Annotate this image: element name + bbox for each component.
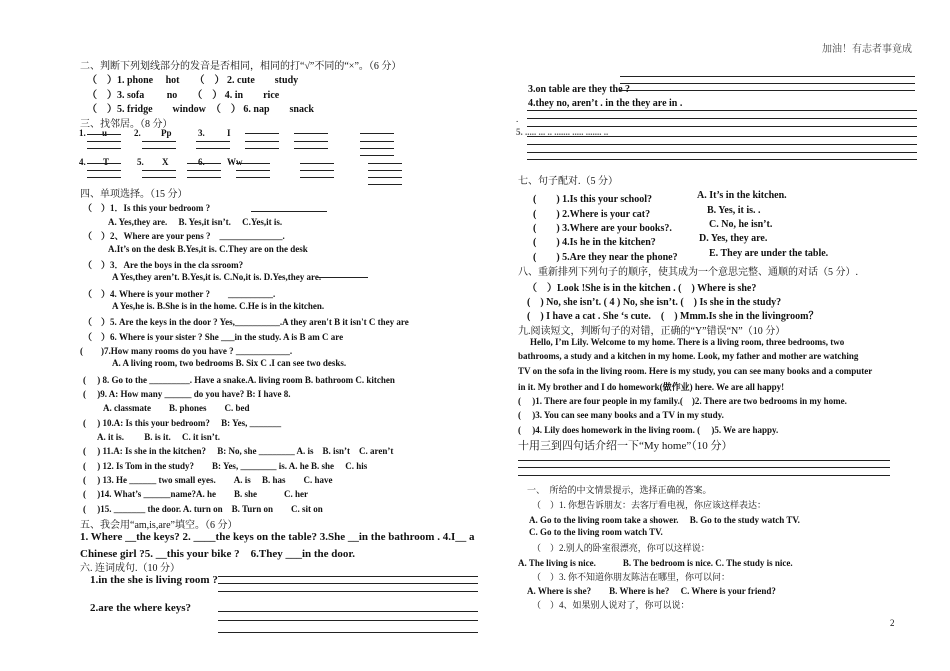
match-q4: ( ) 4.Is he in the kitchen? xyxy=(533,237,656,248)
mc-q9: ( )9. A: How many ______ do you have? B: I have 8. xyxy=(83,389,291,399)
situation-q1-c: C. Go to the living room watch TV. xyxy=(529,527,663,537)
match-a1: A. It’s in the kitchen. xyxy=(697,190,787,201)
mc-q4: （ ）4. Where is your mother ? __________. xyxy=(83,289,276,299)
page-number: 2 xyxy=(890,618,895,628)
section-7-title: 七、句子配对.（5 分） xyxy=(518,176,618,187)
order-line-3: ( ) I have a cat . She ‘s cute. ( ) Mmm.Is she in the livingroom？ xyxy=(527,311,819,322)
mc-q7-options: A. A living room, two bedrooms B. Six C .I can see two desks. xyxy=(112,358,347,368)
match-a2: B. Yes, it is. . xyxy=(707,205,761,216)
mc-q14: ( )14. What’s ______name?A. he B. she C. her xyxy=(83,489,308,499)
reading-para-4: in it. My brother and I do homework(做作业) here. We are all happy! xyxy=(518,382,785,392)
situation-q4: （ ）4、如果别人说对了，你可以说： xyxy=(532,600,690,610)
section-4-title: 四、单项选择。（15 分） xyxy=(80,189,188,200)
match-q3: ( ) 3.Where are your books?. xyxy=(533,223,672,234)
order-line-1: （ ）Look !She is in the kitchen . ( ) Where is she? xyxy=(527,283,757,294)
reading-q1: ( )1. There are four people in my family.( )2. There are two bedrooms in my home. xyxy=(518,396,847,406)
section-5-title: 五、我会用“am,is,are”填空。（6 分） xyxy=(80,520,238,531)
mc-q3-options: A Yes,they aren’t. B.Yes,it is. C.No,it is. D.Yes,they are. xyxy=(112,272,322,282)
reading-para-2: bathrooms, a study and a kitchen in my home. Look, my father and mother are watching xyxy=(518,351,859,361)
neighbour-2-num: 2. xyxy=(134,128,141,138)
mc-q1-options: A. Yes,they are. B. Yes,it isn’t. C.Yes,it is. xyxy=(108,217,283,227)
sentence-q2: 2.are the where keys? xyxy=(90,602,192,614)
match-a3: C. No, he isn’t. xyxy=(709,219,773,230)
neighbour-4-num: 4. xyxy=(79,157,86,167)
header-motto: 加油！有志者事竟成 xyxy=(822,44,912,55)
mc-q11: ( ) 11.A: Is she in the kitchen? B: No, she ________ A. is B. isn’t C. aren’t xyxy=(83,446,394,456)
match-q2: ( ) 2.Where is your cat? xyxy=(533,209,651,220)
situation-q2-options: A. The living is nice. B. The bedroom is nice. C. The study is nice. xyxy=(518,558,793,568)
mc-q5: （ ）5. Are the keys in the door ? Yes,__________.A they aren't B it isn't C they are xyxy=(83,317,409,327)
section-2-title: 二、判断下列划线部分的发音是否相同，相同的打“√”不同的“×”。（6 分） xyxy=(80,61,402,72)
situation-q1-ab: A. Go to the living room take a shower. B. Go to the study watch TV. xyxy=(529,515,800,525)
fill-line-2: Chinese girl ?5. __this your bike ? 6.They ___in the door. xyxy=(80,548,356,560)
neighbour-6-letter: Ww xyxy=(227,157,243,167)
sentence-q3: 3.on table are they the ? xyxy=(528,84,631,95)
reading-q3: ( )4. Lily does homework in the living room. ( )5. We are happy. xyxy=(518,425,779,435)
neighbour-4-letter: T xyxy=(103,157,110,167)
reading-para-1: Hello, I’m Lily. Welcome to my home. There is a living room, three bedrooms, two xyxy=(530,337,845,347)
neighbour-5-num: 5. xyxy=(137,157,144,167)
section-6-title: 六. 连词成句.（10 分） xyxy=(80,563,180,574)
neighbour-3-num: 3. xyxy=(198,128,205,138)
mc-q12: ( ) 12. Is Tom in the study? B: Yes, ________ is. A. he B. she C. his xyxy=(83,461,368,471)
section-3-title: 三、找邻居。（8 分） xyxy=(80,119,173,130)
mc-q1: （ ）1．Is this your bedroom ? xyxy=(83,203,211,213)
section-8-title: 八、重新排列下列句子的顺序，使其成为一个意思完整、通顺的对话（5 分）. xyxy=(518,267,858,278)
mc-q10-options: A. it is. B. is it. C. it isn’t. xyxy=(97,432,221,442)
mc-q4-options: A Yes,he is. B.She is in the home. C.He is in the kitchen. xyxy=(112,301,325,311)
situation-q3: （ ）3. 你不知道你朋友陈洁在哪里，你可以问： xyxy=(532,572,731,582)
mc-q3: （ ）3．Are the boys in the cla ssroom? xyxy=(83,260,244,270)
neighbour-5-letter: X xyxy=(162,157,169,167)
neighbour-2-letter: Pp xyxy=(161,128,172,138)
order-line-2: ( ) No, she isn’t. ( 4 ) No, she isn’t. ( ) Is she in the study? xyxy=(527,297,782,308)
mc-q2: （ ）2、Where are your pens ? ______________. xyxy=(83,231,285,241)
neighbour-6-num: 6. xyxy=(198,157,205,167)
situation-q1: （ ）1. 你想告诉朋友：去客厅看电视，你应该这样表达： xyxy=(532,500,767,510)
sec2-row-1: （ ）1. phone hot （ ） 2. cute study xyxy=(87,75,299,86)
match-q1: ( ) 1.Is this your school? xyxy=(533,194,652,205)
mc-q6: （ ）6. Where is your sister ? She ___in the study. A is B am C are xyxy=(83,332,344,342)
sec2-row-3: （ ）5. fridge window （ ） 6. nap snack xyxy=(87,104,314,115)
match-q5: ( ) 5.Are they near the phone? xyxy=(533,252,678,263)
situation-q3-options: A. Where is she? B. Where is he? C. Where is your friend? xyxy=(527,586,776,596)
match-a5: E. They are under the table. xyxy=(709,248,829,259)
mc-q9-options: A. classmate B. phones C. bed xyxy=(103,403,250,413)
sentence-q4: 4.they no, aren’t . in the they are in . xyxy=(528,98,683,109)
sentence-q1: 1.in the she is living room ? xyxy=(90,574,218,586)
sec2-row-2: （ ）3. sofa no （ ） 4. in rice xyxy=(87,90,280,101)
mc-q15: ( )15. _______ the door. A. turn on B. Turn on C. sit on xyxy=(83,504,323,514)
mc-q2-options: A.It’s on the desk B.Yes,it is. C.They are on the desk xyxy=(108,244,308,254)
mc-q7: ( )7.How many rooms do you have ? ____________. xyxy=(80,346,293,356)
section-11-title: 一、 所给的中文情景提示，选择正确的答案。 xyxy=(527,485,712,495)
sentence-q5: 5. ..... ... .. ....... ..... ....... .. xyxy=(516,127,609,137)
neighbour-1-letter: u xyxy=(102,128,108,138)
situation-q2: （ ）2.别人的卧室很漂亮，你可以这样说： xyxy=(532,543,710,553)
section-10-title: 十用三到四句话介绍一下“My home”（10 分） xyxy=(518,440,733,452)
mc-q8: ( ) 8. Go to the _________. Have a snake.A. living room B. bathroom C. kitchen xyxy=(83,375,395,385)
section-9-title: 九.阅读短文，判断句子的对错，正确的“Y”错误“N”（10 分） xyxy=(518,326,786,337)
reading-q2: ( )3. You can see many books and a TV in my study. xyxy=(518,410,724,420)
fill-line-1: 1. Where __the keys? 2. ____the keys on the table? 3.She __in the bathroom . 4.I__ a xyxy=(80,531,475,543)
neighbour-1-num: 1. xyxy=(79,128,86,138)
reading-para-3: TV on the sofa in the living room. Here is my study, you can see many books and a computer xyxy=(518,366,873,376)
match-a4: D. Yes, they are. xyxy=(699,233,768,244)
mc-q10: ( ) 10.A: Is this your bedroom? B: Yes, _______ xyxy=(83,418,282,428)
mc-q13: ( ) 13. He ______ two small eyes. A. is B. has C. have xyxy=(83,475,333,485)
neighbour-3-letter: I xyxy=(227,128,231,138)
